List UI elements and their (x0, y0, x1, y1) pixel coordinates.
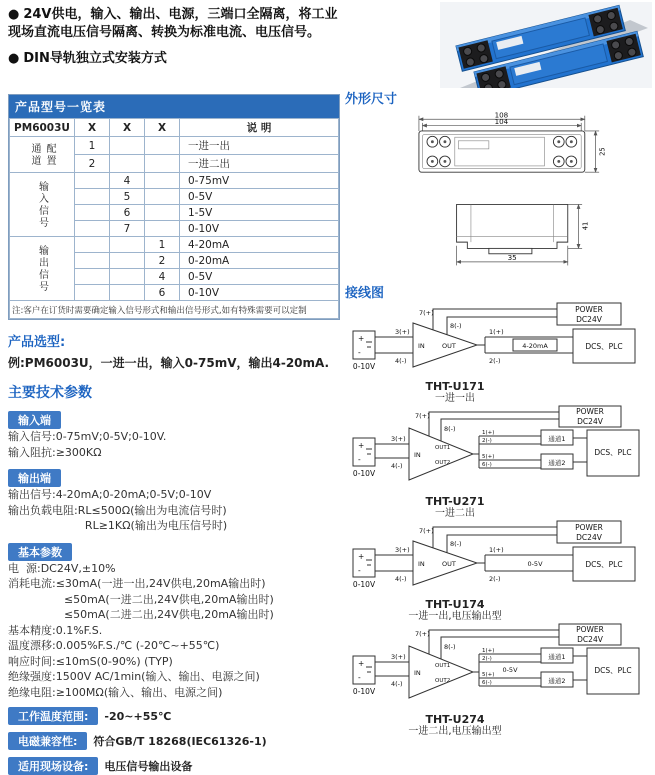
wiring-diagram-tht-u274 (345, 622, 645, 718)
selection-title: 产品选型: (8, 335, 66, 351)
col-x1: X (75, 119, 110, 137)
source-plus: + (358, 441, 365, 450)
input-side-badge: 输入端 (8, 411, 61, 429)
diagram-model: THT-U171 (425, 380, 485, 393)
operating-temp-badge: 工作温度范围: (8, 707, 98, 725)
diagram-type: 一进一出 (435, 393, 475, 404)
terminal-label: 3(+) (395, 328, 410, 336)
amp-in-label: IN (414, 451, 421, 459)
dcs-plc-label: DCS、PLC (585, 560, 623, 569)
desc-cell: 4-20mA (180, 237, 339, 253)
power-box-voltage: DC24V (576, 315, 602, 324)
product-photo (440, 2, 652, 88)
terminal-label: 2(-) (482, 438, 492, 444)
amp-in-label: IN (414, 669, 421, 677)
bullet-icon: ● (8, 7, 20, 22)
diagram-caption (345, 381, 565, 404)
terminal-label: 2(-) (489, 357, 501, 365)
dim-label-35: 35 (507, 253, 517, 263)
terminal-label: 7(+) (419, 309, 434, 317)
tech-line: 基本精度:0.1%F.S. (8, 623, 103, 637)
amp-in-label: IN (418, 560, 425, 568)
code-cell: 4 (145, 269, 180, 285)
source-label: 0-10V (352, 362, 376, 371)
code-cell: 4 (110, 173, 145, 189)
feature-text-2: DIN导轨独立式安装方式 (23, 50, 167, 66)
terminal-label: 8(-) (450, 322, 462, 330)
desc-cell: 一进一出 (180, 137, 339, 155)
source-minus: - (358, 673, 361, 682)
power-box-voltage: DC24V (577, 417, 603, 426)
table-row (10, 237, 339, 253)
emc-row (8, 732, 340, 750)
diagram-model: THT-U271 (425, 495, 485, 508)
amp-out-label: OUT (442, 560, 456, 568)
source-minus: - (358, 566, 361, 575)
diagram-caption (345, 599, 565, 622)
model-table-title: 产品型号一览表 (9, 95, 339, 118)
emc-badge: 电磁兼容性: (8, 732, 87, 750)
source-label: 0-10V (352, 469, 376, 478)
order-note: 注:客户在订货时需要确定输入信号形式和输出信号形式,如有特殊需要可以定制 (10, 301, 339, 319)
code-cell: 2 (75, 155, 110, 173)
dim-label-side-width: 25 (598, 147, 607, 156)
desc-cell: 1-5V (180, 205, 339, 221)
power-box-label: POWER (575, 523, 603, 532)
wiring-diagram-block-2 (345, 404, 653, 519)
power-box-label: POWER (576, 407, 604, 416)
diagram-caption (345, 496, 565, 519)
channel2-label: 通道2 (548, 459, 566, 467)
diagram-model: THT-U274 (425, 713, 485, 726)
wiring-diagram-block-4 (345, 622, 653, 737)
terminal-label: 7(+) (419, 527, 434, 535)
desc-cell: 0-10V (180, 285, 339, 301)
channel1-label: 通道1 (548, 653, 566, 661)
dcs-plc-label: DCS、PLC (594, 666, 632, 675)
feature-text-1: 24V供电，输入、输出、电源，三端口全隔离，将工业现场直流电压信号隔离、转换为标准电流、电压信号。 (8, 7, 338, 41)
bullet-icon: ● (8, 50, 20, 66)
tech-line: 绝缘电阻:≥100MΩ(输入、输出、电源之间) (8, 685, 223, 699)
desc-cell: 0-5V (180, 189, 339, 205)
amp-out2-label: OUT2 (435, 678, 451, 684)
wiring-diagram-block-3 (345, 519, 653, 622)
source-minus: - (358, 348, 361, 357)
tech-params-title: 主要技术参数 (8, 385, 92, 402)
desc-cell: 0-10V (180, 221, 339, 237)
desc-cell: 0-20mA (180, 253, 339, 269)
tech-line: 电 源:DC24V,±10% (8, 561, 116, 575)
wiring-diagram-tht-u174 (345, 519, 645, 603)
table-header-row (10, 119, 339, 137)
field-device-badge: 适用现场设备: (8, 757, 98, 775)
code-cell: 1 (145, 237, 180, 253)
power-box-label: POWER (576, 625, 604, 634)
model-selection-table (9, 118, 339, 319)
source-label: 0-10V (352, 580, 376, 589)
terminal-label: 1(+) (482, 430, 495, 436)
signal-label: 0-5V (502, 666, 518, 674)
terminal-label: 7(+) (415, 630, 430, 638)
power-box-voltage: DC24V (576, 533, 602, 542)
dcs-plc-label: DCS、PLC (585, 342, 623, 351)
terminal-label: 5(+) (482, 454, 495, 460)
amp-out1-label: OUT1 (435, 663, 451, 669)
amp-out2-label: OUT2 (435, 460, 451, 466)
table-row (10, 173, 339, 189)
terminal-label: 8(-) (450, 540, 462, 548)
source-label: 0-10V (352, 687, 376, 696)
terminal-label: 8(-) (444, 425, 456, 433)
desc-cell: 0-75mV (180, 173, 339, 189)
dimension-drawing (401, 111, 609, 280)
terminal-label: 6(-) (482, 462, 492, 468)
tech-line: 输入信号:0-75mV;0-5V;0-10V. (8, 430, 167, 444)
tech-line: ≤50mA(二进二出,24V供电,20mA输出时) (8, 608, 274, 622)
terminal-label: 4(-) (391, 462, 403, 470)
wiring-title: 接线图 (345, 286, 385, 301)
terminal-label: 1(+) (489, 546, 504, 554)
emc-value: 符合GB/T 18268(IEC61326-1) (93, 735, 267, 749)
output-side-badge: 输出端 (8, 469, 61, 487)
left-column (8, 6, 340, 775)
basic-params-badge: 基本参数 (8, 543, 72, 561)
code-cell: 6 (145, 285, 180, 301)
dcs-plc-label: DCS、PLC (594, 448, 632, 457)
terminal-label: 1(+) (489, 328, 504, 336)
product-model-table (8, 94, 340, 320)
source-plus: + (358, 552, 365, 561)
wiring-diagram-tht-u271 (345, 404, 645, 500)
group-output-signal: 输出信号 (10, 237, 75, 301)
amp-in-label: IN (418, 342, 425, 350)
signal-label: 4-20mA (522, 342, 548, 350)
dim-label-108: 108 (494, 111, 509, 120)
table-note-row (10, 301, 339, 319)
code-cell: 6 (110, 205, 145, 221)
diagram-type: 一进二出,电压输出型 (408, 726, 502, 737)
wiring-diagram-block-1 (345, 301, 653, 404)
feature-bullet-2 (8, 50, 340, 68)
product-photo-image (440, 2, 652, 88)
amp-out1-label: OUT1 (435, 445, 451, 451)
diagram-model: THT-U174 (425, 598, 485, 611)
diagram-type: 一进一出,电压输出型 (408, 611, 502, 622)
dim-label-height: 41 (581, 221, 590, 231)
tech-line: 输出负载电阻:RL≤500Ω(输出为电流信号时) (8, 503, 227, 517)
terminal-label: 4(-) (391, 680, 403, 688)
group-channel-config: 通道配置 (10, 137, 75, 173)
amp-out-label: OUT (442, 342, 456, 350)
terminal-label: 4(-) (395, 357, 407, 365)
table-row (10, 137, 339, 155)
code-cell: 7 (110, 221, 145, 237)
code-cell: 2 (145, 253, 180, 269)
code-cell: 5 (110, 189, 145, 205)
signal-label: 0-5V (527, 560, 543, 568)
operating-temp-row (8, 707, 340, 725)
terminal-label: 2(-) (482, 656, 492, 662)
tech-line: 输出信号:4-20mA;0-20mA;0-5V;0-10V (8, 488, 212, 502)
code-cell: 1 (75, 137, 110, 155)
field-device-value: 电压信号输出设备 (104, 760, 193, 774)
dim-label-104: 104 (494, 117, 509, 127)
tech-line: 输入阻抗:≥300KΩ (8, 445, 102, 459)
channel2-label: 通道2 (548, 677, 566, 685)
selection-example: 例:PM6003U，一进一出，输入0-75mV，输出4-20mA. (8, 356, 330, 371)
dimensions-title: 外形尺寸 (345, 92, 398, 107)
diagram-type: 一进二出 (435, 508, 475, 519)
tech-line: 绝缘强度:1500V AC/1min(输入、输出、电源之间) (8, 670, 260, 684)
group-input-signal: 输入信号 (10, 173, 75, 237)
right-column (345, 88, 653, 737)
field-device-row (8, 757, 340, 775)
tech-line: 温度漂移:0.005%F.S./℃ (-20℃~+55℃) (8, 639, 220, 653)
tech-line: ≤50mA(一进二出,24V供电,20mA输出时) (8, 592, 274, 606)
power-box-voltage: DC24V (577, 635, 603, 644)
terminal-label: 1(+) (482, 648, 495, 654)
col-x3: X (145, 119, 180, 137)
tech-line: 消耗电流:≤30mA(一进一出,24V供电,20mA输出时) (8, 577, 266, 591)
desc-cell: 一进二出 (180, 155, 339, 173)
source-minus: - (358, 455, 361, 464)
terminal-label: 3(+) (395, 546, 410, 554)
operating-temp-value: -20~+55℃ (104, 710, 172, 724)
terminal-label: 8(-) (444, 643, 456, 651)
power-box-label: POWER (575, 305, 603, 314)
terminal-label: 3(+) (391, 653, 406, 661)
terminal-label: 4(-) (395, 575, 407, 583)
desc-cell: 0-5V (180, 269, 339, 285)
col-desc: 说 明 (180, 119, 339, 137)
col-x2: X (110, 119, 145, 137)
channel1-label: 通道1 (548, 435, 566, 443)
source-plus: + (358, 334, 365, 343)
tech-line: RL≥1KΩ(输出为电压信号时) (8, 519, 228, 533)
terminal-label: 2(-) (489, 575, 501, 583)
col-model: PM6003U (10, 119, 75, 137)
terminal-label: 5(+) (482, 672, 495, 678)
terminal-label: 7(+) (415, 412, 430, 420)
terminal-label: 6(-) (482, 680, 492, 686)
source-plus: + (358, 659, 365, 668)
diagram-caption (345, 714, 565, 737)
feature-bullet-1 (8, 6, 340, 43)
wiring-diagram-tht-u171 (345, 301, 645, 385)
terminal-label: 3(+) (391, 435, 406, 443)
tech-line: 响应时间:≤10mS(0-90%) (TYP) (8, 654, 173, 668)
